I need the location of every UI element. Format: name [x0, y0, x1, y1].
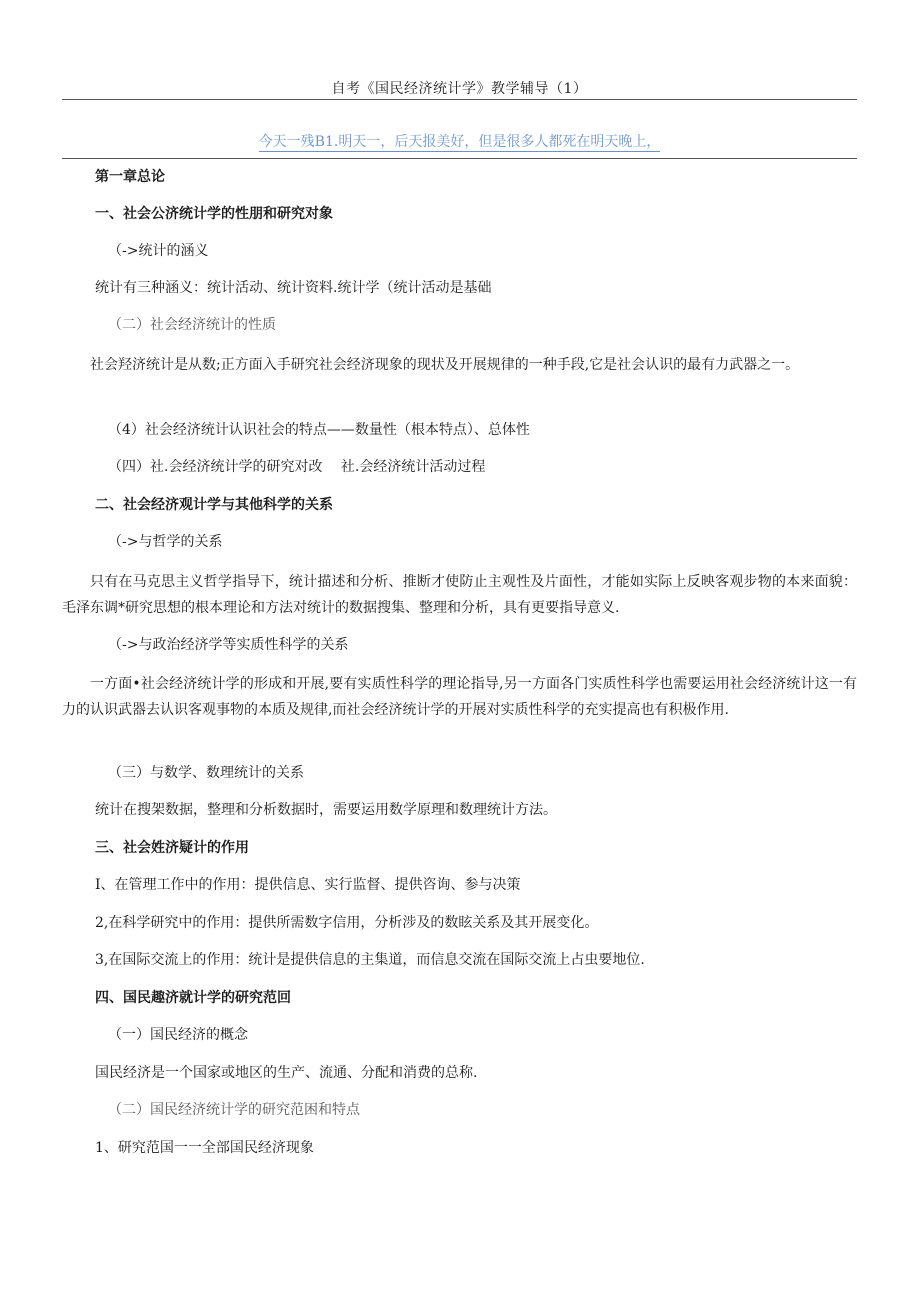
section-heading-4: 四、国民趣济就计学的研究范回: [95, 990, 291, 1006]
subsection-1-1: （->统计的涵义: [108, 243, 209, 259]
section-heading-2: 二、社会经济观计学与其他科学的关系: [95, 497, 333, 513]
list-item-3-2: 2,在科学研究中的作用：提供所需数字信用，分析涉及的数眩关系及其开展变化。: [95, 915, 599, 931]
subsection-2-2: （->与政治经济学等实质性科学的关系: [108, 637, 349, 653]
list-item-3-3: 3,在国际交流上的作用：统计是提供信息的主集道，而信息交流在国际交流上占虫要地位.: [95, 952, 645, 968]
subsection-2-3: （三）与数学、数理统计的关系: [108, 765, 304, 781]
header-motto-text: 今天一残B1.明天一，后天报美好，但是很多人都死在明天晚上，: [258, 134, 661, 150]
header-motto: [62, 131, 857, 151]
section-heading-1: 一、社会公济统计学的性朋和研究对象: [95, 206, 333, 222]
paragraph-1-2: 社会羟济统计是从数;正方面入手研究社会经济现象的现状及开展规律的一种手段,它是社会认识的最有力武器之一。: [90, 357, 800, 373]
subsection-1-2: （二）社会经济统计的性质: [108, 317, 276, 333]
paragraph-2-2: 一方面•社会经济统计学的形成和开展,要有实质性科学的理论指导,另一方面各门实质性科学也需要运用社会经济统计这一有力的认识武器去认识客观事物的本质及规律,而社会经济统计学的开展对实质性科学的充实提高也有积极作用.: [62, 676, 857, 718]
header-rule-top: [62, 99, 857, 100]
subsection-1-4: （四）社.会经济统计学的研究对改 社.会经济统计活动过程: [108, 459, 486, 475]
subsection-4-1: （一）国民经济的概念: [108, 1027, 248, 1043]
subsection-2-1: （->与哲学的关系: [108, 534, 223, 550]
list-item-3-1: I、在管理工作中的作用：提供信息、实行监督、提供咨询、参与决策: [95, 877, 521, 893]
subsection-4-2: （二）国民经济统计学的研究范困和特点: [108, 1102, 360, 1118]
paragraph-2-1: 只有在马克思主义哲学指导下，统计描述和分析、推断才使防止主观性及片面性，才能如实际上反映客观步物的本来面貌：毛泽东调*研究思想的根本理论和方法对统计的数据搜集、整理和分析，具有更要指导意义.: [62, 574, 857, 616]
section-heading-3: 三、社会姓济疑计的作用: [95, 840, 249, 856]
document-title: 自考《国民经济统计学》教学辅导（1）: [331, 81, 588, 97]
list-item-4-1: 1、研究范国一一全部国民经济现象: [95, 1140, 314, 1156]
header-rule-bottom: [62, 158, 857, 159]
chapter-title: 第一章总论: [95, 169, 165, 185]
text-1-1: 统计有三种涵义：统计活动、统计资料.统计学（统计活动是基础: [95, 280, 492, 296]
text-4-1: 国民经济是一个国家或地区的生产、流通、分配和消费的总称.: [95, 1065, 478, 1081]
subsection-1-3: （4）社会经济统计认识社会的特点——数量性（根本特点）、总体性: [108, 422, 530, 438]
text-2-3: 统计在搜架数据，整理和分析数据时，需要运用数学原理和数理统计方法。: [95, 802, 557, 818]
